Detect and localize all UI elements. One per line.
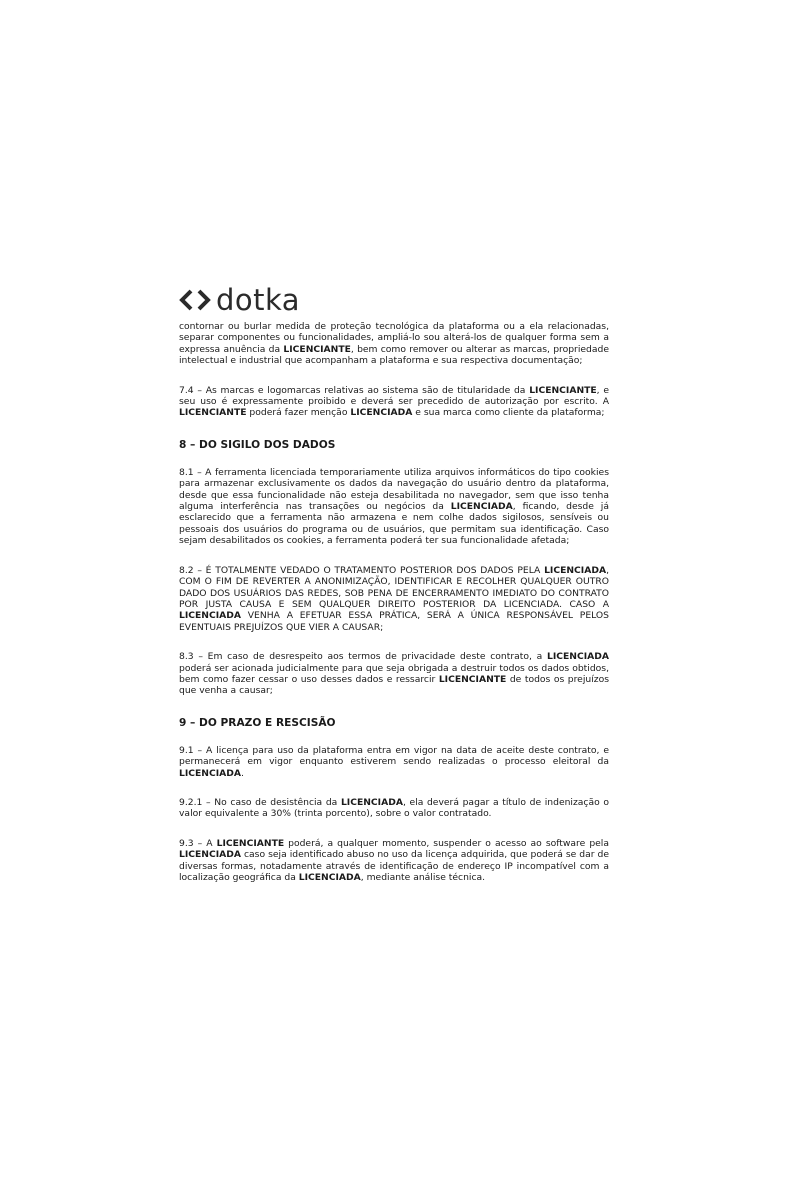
clause-text: , ela deverá pagar a título de indenização o valor equivalente a 30% (trinta porcento), sobre o valor contratado. <box>179 796 610 820</box>
section-heading: 9 – DO PRAZO E RESCISÃO <box>179 716 336 729</box>
party-name: LICENCIADA <box>298 872 361 883</box>
clause-paragraph <box>179 797 609 820</box>
clause-paragraph <box>179 321 609 367</box>
document-body <box>179 321 609 883</box>
clause-text: poderá ser acionada judicialmente para que seja obrigada a destruir todos os dados obtidos, bem como fazer cessar o uso desses dados e ressarcir <box>179 662 609 685</box>
clause-text: 7.4 – As marcas e logomarcas relativas ao sistema são de titularidade da <box>179 384 530 396</box>
clause-text: poderá, a qualquer momento, suspender o acesso ao software pela <box>284 837 609 849</box>
party-name: LICENCIANTE <box>438 673 507 685</box>
party-name: LICENCIANTE <box>179 407 247 419</box>
clause-text: de todos os prejuízos que venha a causar; <box>179 673 609 697</box>
clause-text: , bem como remover ou alterar as marcas, propriedade intelectual e industrial que acompanham a plataforma e sua respectiva documentação; <box>179 343 609 367</box>
clause-paragraph <box>179 745 609 779</box>
clause-text: caso seja identificado abuso no uso da licença adquirida, que poderá se dar de diversas formas, notadamente através de identificação de endereço IP incompatível com a localização geográfica da <box>179 849 609 883</box>
clause-text: , e seu uso é expressamente proibido e deverá ser precedido de autorização por escrito. A <box>179 384 609 408</box>
party-name: LICENCIADA <box>179 767 241 779</box>
party-name: LICENCIADA <box>179 610 241 622</box>
clause-text: 8.2 – É TOTALMENTE VEDADO O TRATAMENTO POSTERIOR DOS DADOS PELA <box>179 564 545 576</box>
clause-text: VENHA A EFETUAR ESSA PRÁTICA, SERÁ A ÚNICA RESPONSÁVEL PELOS EVENTUAIS PREJUÍZOS QUE VIER A CAUSAR; <box>179 610 609 633</box>
clause-text: 9.3 – A <box>179 837 217 849</box>
clause-paragraph <box>179 385 609 419</box>
clause-paragraph <box>179 565 609 633</box>
dotka-logo <box>178 280 300 320</box>
clause-text: poderá fazer menção <box>246 407 351 419</box>
clause-paragraph <box>179 838 609 884</box>
logo-text: dotka <box>216 282 301 317</box>
party-name: LICENCIANTE <box>216 837 285 849</box>
clause-text: 8.3 – Em caso de desrespeito aos termos de privacidade deste contrato, a <box>179 651 547 663</box>
party-name: LICENCIADA <box>544 564 607 576</box>
clause-text: , mediante análise técnica. <box>360 872 486 883</box>
clause-text: , ficando, desde já esclarecido que a ferramenta não armazena e nem colhe dados sigilosos, sensíveis ou pessoais dos usuários do programa ou de usuários, que permitam sua identificação. Caso sejam desabilitados os cookies, a ferramenta poderá ter sua funcionalidade afetada; <box>179 501 609 547</box>
clause-paragraph <box>179 467 609 547</box>
party-name: LICENCIADA <box>179 849 241 861</box>
clause-text: e sua marca como cliente da plataforma; <box>412 407 605 419</box>
chevrons-brackets-icon <box>178 288 212 312</box>
clause-text: 9.2.1 – No caso de desistência da <box>179 796 341 808</box>
section-heading: 8 – DO SIGILO DOS DADOS <box>179 438 336 451</box>
clause-text: 9.1 – A licença para uso da plataforma entra em vigor na data de aceite deste contrato, e permanecerá em vigor enquanto estiverem sendo realizadas o processo eleitoral da <box>179 744 609 768</box>
party-name: LICENCIADA <box>350 407 413 419</box>
party-name: LICENCIANTE <box>283 343 351 355</box>
party-name: LICENCIADA <box>450 501 513 513</box>
clause-paragraph <box>179 651 609 697</box>
clause-text: contornar ou burlar medida de proteção tecnológica da plataforma ou a ela relacionadas, separar componentes ou funcionalidades, ampliá-lo sou alterá-los de qualquer forma sem a expressa anuência da <box>179 321 609 355</box>
party-name: LICENCIADA <box>340 796 403 808</box>
clause-text: , COM O FIM DE REVERTER A ANONIMIZAÇÃO, IDENTIFICAR E RECOLHER QUALQUER OUTRO DADO DOS USUÁRIOS DAS REDES, SOB PENA DE ENCERRAMENTO IMEDIATO DO CONTRATO POR JUSTA CAUSA E SEM QUALQUER DIREITO POSTERIOR DA LICENCIADA. CASO A <box>179 564 609 610</box>
party-name: LICENCIADA <box>547 651 609 663</box>
party-name: LICENCIANTE <box>529 384 597 396</box>
clause-text: 8.1 – A ferramenta licenciada temporariamente utiliza arquivos informáticos do tipo cookies para armazenar exclusivamente os dados da navegação do usuário dentro da plataforma, desde que essa funcionalidade não esteja desabilitada no navegador, sem que isso tenha alguma interferência nas transações ou negócios da <box>179 466 609 513</box>
clause-text: . <box>241 767 244 779</box>
